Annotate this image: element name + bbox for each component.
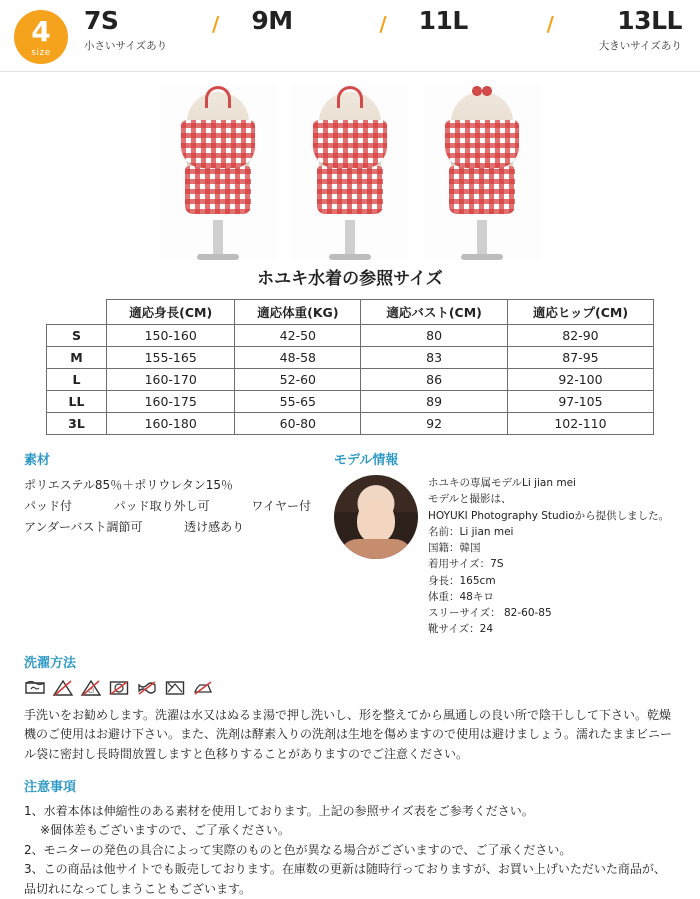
size-separator-3: / bbox=[546, 12, 554, 36]
cell-bust: 92 bbox=[361, 413, 508, 435]
cell-hip: 102-110 bbox=[507, 413, 653, 435]
cell-height: 160-180 bbox=[107, 413, 235, 435]
model-shoe-size: 靴サイズ：24 bbox=[428, 623, 494, 636]
halter-strap bbox=[337, 86, 363, 108]
model-wear-size: 着用サイズ：7S bbox=[428, 558, 504, 571]
cell-bust: 80 bbox=[361, 325, 508, 347]
shade-dry-icon bbox=[164, 678, 186, 698]
model-section bbox=[334, 449, 676, 638]
table-header-row bbox=[47, 300, 654, 325]
size-table-title: ホユキ水着の参照サイズ bbox=[257, 269, 443, 289]
cell-height: 160-175 bbox=[107, 391, 235, 413]
column-header-weight: 適応体重(KG) bbox=[235, 300, 361, 325]
no-iron-icon bbox=[192, 678, 214, 698]
size-option-7s bbox=[84, 8, 180, 53]
column-header-height: 適応身長(CM) bbox=[107, 300, 235, 325]
table-corner-cell bbox=[47, 300, 107, 325]
material-sheerness: 透け感あり bbox=[184, 520, 245, 534]
size-count-number: 4 bbox=[31, 15, 51, 48]
size-note: 大きいサイズあり bbox=[598, 40, 682, 53]
material-features-row-1 bbox=[24, 496, 324, 517]
size-option-13ll bbox=[586, 8, 682, 53]
product-photo-back bbox=[423, 84, 541, 260]
row-size-label: M bbox=[47, 347, 107, 369]
row-size-label: LL bbox=[47, 391, 107, 413]
size-code: 9M bbox=[251, 6, 293, 35]
material-pad-removable: パッド取り外し可 bbox=[113, 499, 210, 513]
mannequin-stand bbox=[345, 220, 355, 260]
model-face bbox=[357, 499, 395, 543]
table-row bbox=[47, 347, 654, 369]
wash-instructions-text: 手洗いをお勧めします。洗濯は水又はぬるま湯で押し洗いし、形を整えてから風通しの良い所で陰干しして下さい。乾燥機のご使用はお避け下さい。また、洗剤は酵素入りの洗剤は生地を傷めますので使用は避けましょう。濡れたままビニール袋に密封し長時間放置しますと色移りすることがありますのでご注意ください。 bbox=[24, 707, 673, 761]
cell-hip: 82-90 bbox=[507, 325, 653, 347]
row-size-label: L bbox=[47, 369, 107, 391]
no-wring-icon bbox=[136, 678, 158, 698]
product-photo-angle bbox=[291, 84, 409, 260]
material-section bbox=[24, 449, 324, 638]
table-row bbox=[47, 391, 654, 413]
size-code: 7S bbox=[84, 6, 119, 35]
model-weight: 体重：48キロ bbox=[428, 590, 494, 603]
model-name: 名前：Li jian mei bbox=[428, 525, 514, 538]
svg-text:Cl: Cl bbox=[88, 687, 94, 695]
material-underbust-adjust: アンダーバスト調節可 bbox=[24, 520, 143, 534]
model-desc-1: ホユキの専属モデルLi jian mei bbox=[428, 477, 576, 489]
notes-section bbox=[0, 764, 700, 899]
cell-hip: 92-100 bbox=[507, 369, 653, 391]
row-size-label: 3L bbox=[47, 413, 107, 435]
cell-bust: 83 bbox=[361, 347, 508, 369]
wash-symbol-list bbox=[24, 678, 676, 698]
back-bow bbox=[472, 86, 492, 96]
cell-weight: 60-80 bbox=[235, 413, 361, 435]
product-photo-front bbox=[159, 84, 277, 260]
halter-strap bbox=[205, 86, 231, 108]
cell-bust: 86 bbox=[361, 369, 508, 391]
column-header-hip: 適応ヒップ(CM) bbox=[507, 300, 653, 325]
size-reference-table bbox=[46, 299, 654, 435]
size-list bbox=[68, 8, 686, 53]
table-row bbox=[47, 369, 654, 391]
size-count-badge bbox=[14, 10, 68, 64]
cell-height: 160-170 bbox=[107, 369, 235, 391]
wash-care-section bbox=[0, 638, 700, 764]
mannequin-stand bbox=[213, 220, 223, 260]
no-chlorine-bleach-icon bbox=[80, 678, 102, 698]
cell-bust: 89 bbox=[361, 391, 508, 413]
model-profile bbox=[334, 475, 676, 638]
gingham-bottom bbox=[449, 166, 515, 214]
gingham-top bbox=[445, 120, 519, 168]
size-option-9m bbox=[251, 8, 347, 38]
model-desc-3: HOYUKI Photography Studioから提供しました。 bbox=[428, 509, 670, 522]
material-features-row-2 bbox=[24, 517, 324, 538]
cell-hip: 97-105 bbox=[507, 391, 653, 413]
size-header bbox=[0, 0, 700, 72]
mannequin-stand bbox=[477, 220, 487, 260]
cell-height: 150-160 bbox=[107, 325, 235, 347]
model-country: 国籍：韓国 bbox=[428, 542, 481, 555]
notes-title: 注意事項 bbox=[24, 779, 77, 795]
size-code: 11L bbox=[418, 6, 468, 35]
material-wire: ワイヤー付 bbox=[251, 499, 311, 513]
cell-weight: 55-65 bbox=[235, 391, 361, 413]
material-pad: パッド付 bbox=[24, 499, 73, 513]
gingham-bottom bbox=[317, 166, 383, 214]
size-code: 13LL bbox=[617, 6, 682, 35]
model-shoulders bbox=[338, 539, 414, 559]
model-details bbox=[428, 475, 669, 638]
no-bleach-icon bbox=[52, 678, 74, 698]
cell-weight: 42-50 bbox=[235, 325, 361, 347]
note-item: 3、この商品は他サイトでも販売しております。在庫数の更新は随時行っておりますが、お買い上げいただいた商品が、品切れになってしまうこともございます。 bbox=[24, 862, 666, 896]
table-row bbox=[47, 325, 654, 347]
model-height: 身長：165cm bbox=[428, 574, 496, 587]
size-option-11l bbox=[419, 8, 515, 38]
size-separator-2: / bbox=[379, 12, 387, 36]
model-avatar bbox=[334, 475, 418, 559]
notes-list bbox=[24, 802, 676, 899]
cell-weight: 52-60 bbox=[235, 369, 361, 391]
cell-height: 155-165 bbox=[107, 347, 235, 369]
wash-title: 洗濯方法 bbox=[24, 655, 77, 671]
note-item: ※個体差もございますので、ご了承ください。 bbox=[40, 823, 290, 838]
gingham-bottom bbox=[185, 166, 251, 214]
hand-wash-icon bbox=[24, 678, 46, 698]
model-title: モデル情報 bbox=[334, 453, 399, 468]
gingham-top bbox=[313, 120, 387, 168]
size-count-label: size bbox=[31, 48, 51, 58]
no-tumble-dry-icon bbox=[108, 678, 130, 698]
row-size-label: S bbox=[47, 325, 107, 347]
column-header-bust: 適応バスト(CM) bbox=[361, 300, 508, 325]
material-and-model-section bbox=[0, 435, 700, 638]
product-photo-gallery bbox=[0, 72, 700, 262]
note-item: 2、モニターの発色の具合によって実際のものと色が異なる場合がございますので、ご了承ください。 bbox=[24, 842, 572, 857]
gingham-top bbox=[181, 120, 255, 168]
size-separator-1: / bbox=[212, 12, 220, 36]
note-item: 1、水着本体は伸縮性のある素材を使用しております。上記の参照サイズ表をご参考ください。 bbox=[24, 803, 534, 818]
size-note: 小さいサイズあり bbox=[84, 40, 168, 53]
material-title: 素材 bbox=[24, 453, 51, 468]
cell-hip: 87-95 bbox=[507, 347, 653, 369]
material-composition: ポリエステル85％＋ポリウレタン15％ bbox=[24, 478, 233, 492]
model-three-size: スリーサイズ： 82-60-85 bbox=[428, 607, 552, 620]
model-desc-2: モデルと撮影は、 bbox=[428, 493, 512, 506]
table-row bbox=[47, 413, 654, 435]
cell-weight: 48-58 bbox=[235, 347, 361, 369]
